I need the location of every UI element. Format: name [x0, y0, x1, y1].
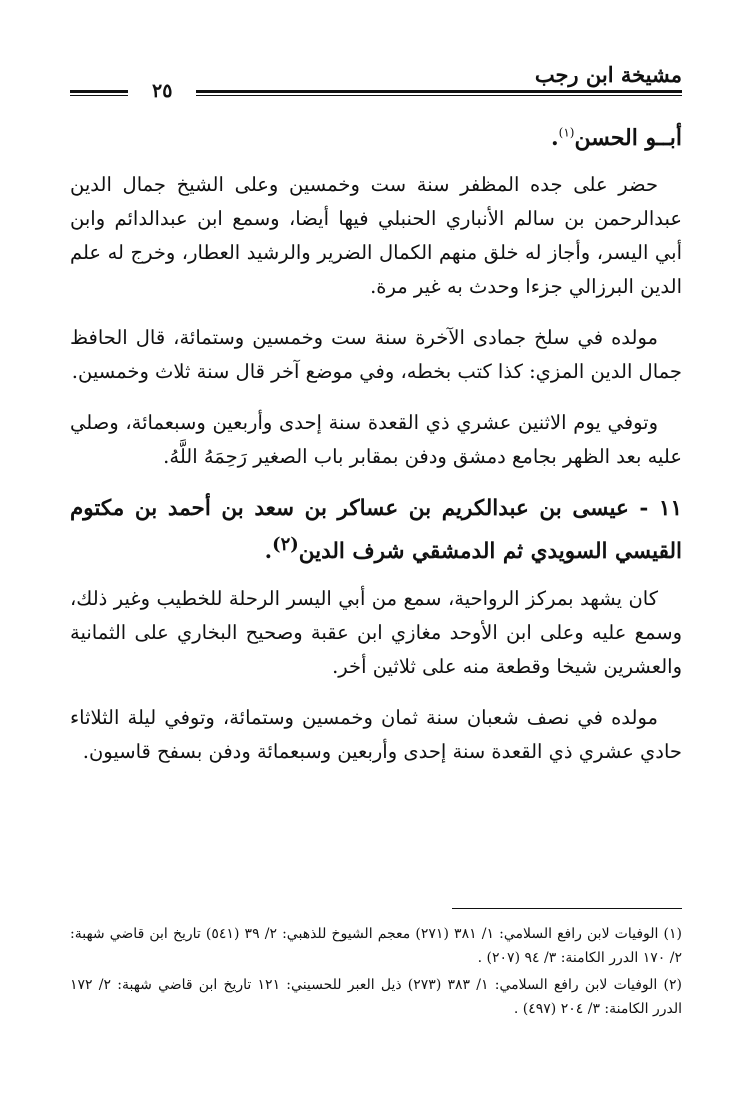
header-rule-left: [70, 90, 128, 96]
footnote-divider: [452, 908, 682, 909]
footnote-ref-2: (٢): [272, 534, 299, 555]
footnote-1: (١) الوفيات لابن رافع السلامي: ١/ ٣٨١ (٢٧١) معجم الشيوخ للذهبي: ٢/ ٣٩ (٥٤١) تاريخ ابن قاضي شهبة: ٢/ ١٧٠ الدرر الكامنة: ٣/ ٩٤ (٢٠٧) .: [70, 926, 682, 966]
page-number: ٢٥: [152, 80, 173, 102]
book-title: مشيخة ابن رجب: [534, 62, 682, 87]
entry-heading-end: .: [264, 539, 273, 565]
entry-heading-text: ١١ - عيسى بن عبدالكريم بن عساكر بن سعد بن أحمد بن مكتوم القيسي السويدي ثم الدمشقي شرف الدين: [70, 496, 682, 565]
footnote-2: (٢) الوفيات لابن رافع السلامي: ١/ ٣٨٣ (٢٧٣) ذيل العبر للحسيني: ١٢١ تاريخ ابن قاضي شهبة: ٢/ ١٧٢ الدرر الكامنة: ٣/ ٢٠٤ (٤٩٧) .: [70, 977, 682, 1017]
footnote-ref-1: (١): [558, 125, 575, 140]
entry-paragraph-1: كان يشهد بمركز الرواحية، سمع من أبي اليسر الرحلة للخطيب وغير ذلك، وسمع عليه وعلى ابن الأوحد مغازي ابن عقبة وصحيح البخاري على الثمانية والعشرين شيخا وقطعة منه على ثلاثين أخر.: [70, 587, 682, 679]
section-heading-end: .: [550, 125, 559, 151]
footnotes: [70, 922, 682, 1024]
header-rule-right: [196, 90, 682, 96]
section-heading-text: أبــو الحسن: [574, 125, 682, 151]
book-page: [70, 58, 682, 1078]
main-text: [70, 120, 682, 786]
paragraph-1: حضر على جده المظفر سنة ست وخمسين وعلى الشيخ جمال الدين عبدالرحمن بن سالم الأنباري الحنبلي فيها أيضا، وسمع ابن عبدالدائم وابن أبي اليسر، وأجاز له خلق منهم الكمال الضرير والرشيد العطار، وخرج له علم الدين البرزالي جزءا وحدث به غير مرة.: [70, 173, 682, 298]
section-heading: [70, 120, 682, 156]
running-header: [70, 58, 682, 106]
entry-paragraph-2: مولده في نصف شعبان سنة ثمان وخمسين وستمائة، وتوفي ليلة الثلاثاء حادي عشري ذي القعدة سنة إحدى وأربعين وسبعمائة ودفن بسفح قاسيون.: [70, 706, 682, 764]
paragraph-2: مولده في سلخ جمادى الآخرة سنة ست وخمسين وستمائة، قال الحافظ جمال الدين المزي: كذا كتب بخطه، وفي موضع آخر قال سنة ثلاث وخمسين.: [70, 326, 682, 383]
entry-heading: [70, 491, 682, 570]
paragraph-3: وتوفي يوم الاثنين عشري ذي القعدة سنة إحدى وأربعين وسبعمائة، وصلي عليه بعد الظهر بجامع دمشق ودفن بمقابر باب الصغير رَحِمَهُ اللَّهُ.: [70, 411, 682, 468]
